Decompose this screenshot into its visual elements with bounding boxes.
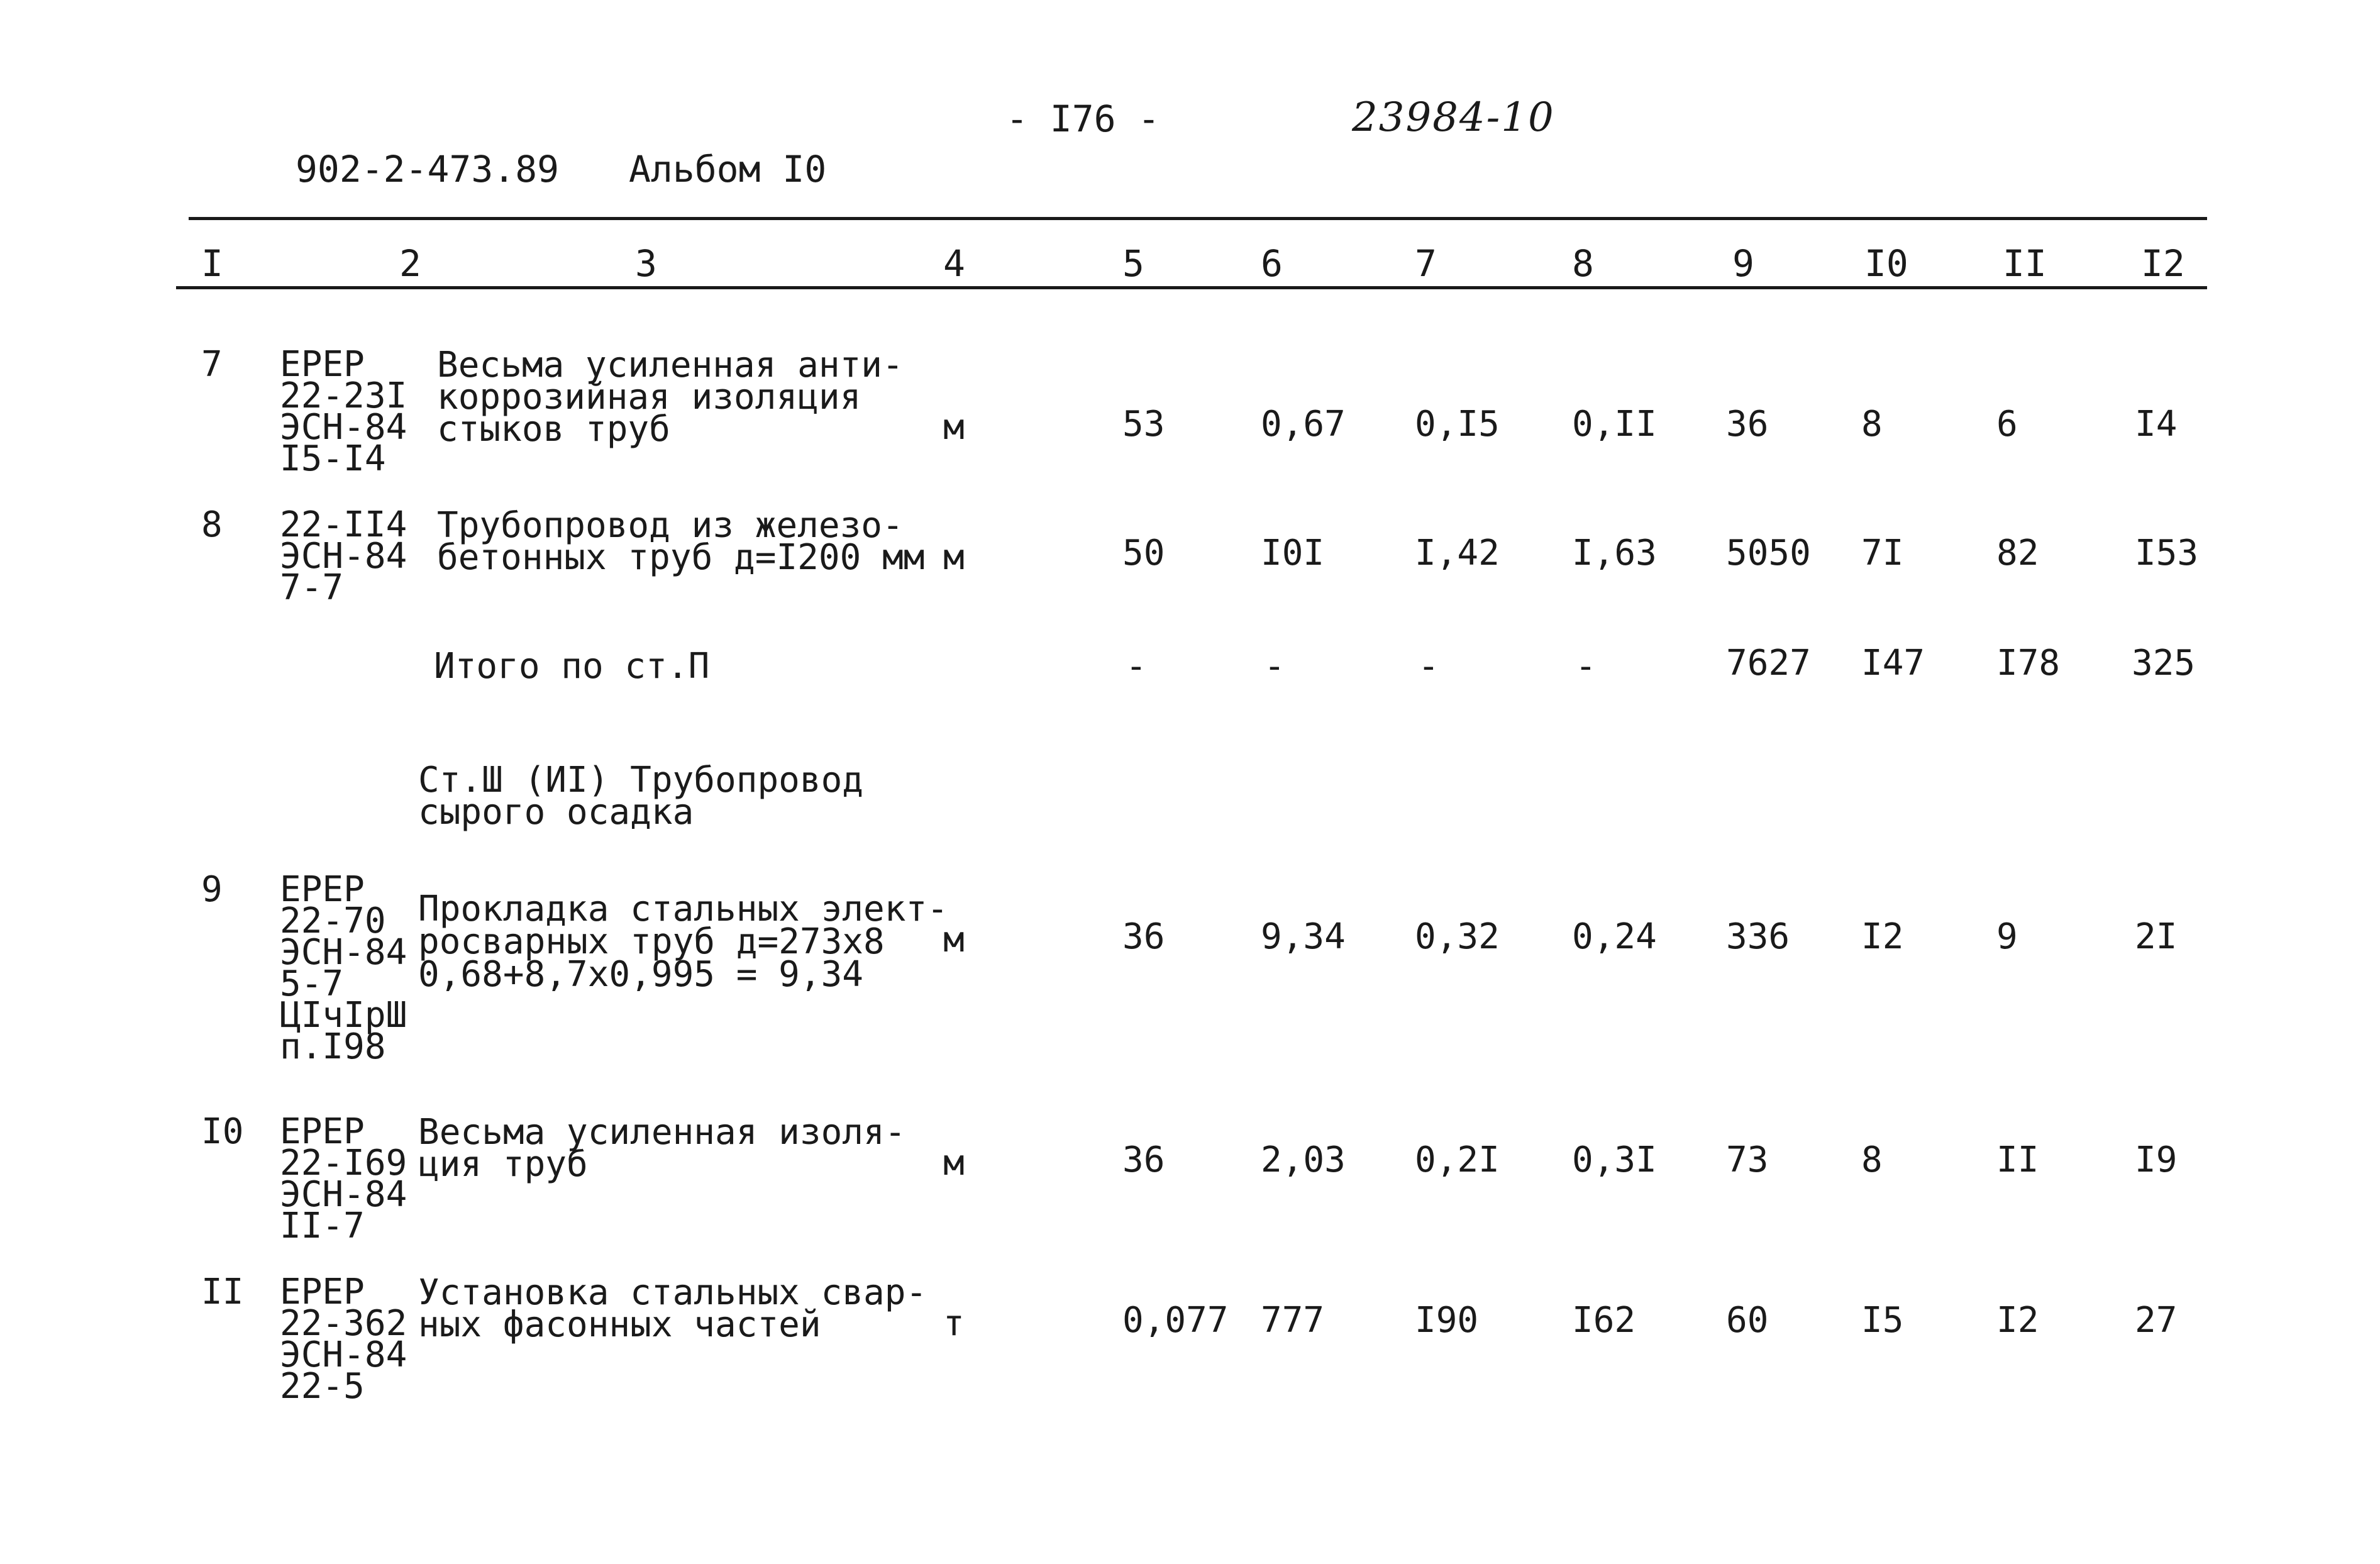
row-col-5: 36	[1122, 1140, 1165, 1180]
row-col-6: -	[1264, 646, 1285, 687]
row-code: ЕРЕР 22-362 ЭСН-84 22-5	[280, 1272, 407, 1407]
row-col-6: I0I	[1261, 533, 1325, 574]
row-col-7: 0,32	[1415, 916, 1500, 957]
row-col-10: I2	[1861, 916, 1904, 957]
row-col-12: I9	[2135, 1140, 2178, 1180]
row-unit: м	[943, 1143, 965, 1184]
row-col-8: 0,3I	[1572, 1140, 1657, 1180]
row-col-8: 0,24	[1572, 916, 1657, 957]
col-header-11: II	[2003, 242, 2047, 285]
row-col-9: 73	[1726, 1140, 1769, 1180]
row-col-6: 777	[1261, 1300, 1325, 1341]
col-header-7: 7	[1415, 242, 1437, 285]
row-col-5: -	[1126, 646, 1147, 687]
row-col-5: 53	[1122, 404, 1165, 445]
row-col-12: 2I	[2135, 916, 2178, 957]
row-number: I0	[201, 1111, 244, 1152]
row-description: Установка стальных свар- ных фасонных частей	[418, 1272, 927, 1345]
row-number: II	[201, 1272, 244, 1312]
row-col-10: 8	[1861, 404, 1883, 445]
row-col-8: -	[1575, 646, 1597, 687]
row-col-5: 50	[1122, 533, 1165, 574]
page-number: - I76 -	[1006, 97, 1160, 140]
col-header-4: 4	[943, 242, 965, 285]
row-col-9: 36	[1726, 404, 1769, 445]
row-col-9: 60	[1726, 1300, 1769, 1341]
row-code: ЕРЕР 22-70 ЭСН-84 5-7 ЦIчIрШ п.I98	[280, 869, 407, 1067]
row-col-12: 27	[2135, 1300, 2178, 1341]
row-col-12: I4	[2135, 404, 2178, 445]
row-number: 7	[201, 344, 223, 385]
row-col-8: I,63	[1572, 533, 1657, 574]
row-number: 8	[201, 504, 223, 545]
row-col-8: I62	[1572, 1300, 1636, 1341]
table-header-bottom-rule	[176, 286, 2207, 289]
row-col-11: I78	[1996, 643, 2061, 684]
row-col-11: I2	[1996, 1300, 2039, 1341]
row-col-7: 0,I5	[1415, 404, 1500, 445]
row-col-5: 36	[1122, 916, 1165, 957]
row-col-7: I90	[1415, 1300, 1479, 1341]
row-col-11: II	[1996, 1140, 2039, 1180]
row-col-9: 5050	[1726, 533, 1811, 574]
row-code: ЕРЕР 22-I69 ЭСН-84 II-7	[280, 1111, 407, 1246]
row-col-8: 0,II	[1572, 404, 1657, 445]
row-col-10: 8	[1861, 1140, 1883, 1180]
row-col-11: 6	[1996, 404, 2018, 445]
row-col-9: 336	[1726, 916, 1790, 957]
row-description: Весьма усиленная изоля- ция труб	[418, 1112, 906, 1185]
row-col-9: 7627	[1726, 643, 1811, 684]
col-header-8: 8	[1572, 242, 1594, 285]
row-number: 9	[201, 869, 223, 910]
row-col-7: -	[1418, 646, 1439, 687]
row-unit: м	[943, 537, 965, 578]
row-col-5: 0,077	[1122, 1300, 1229, 1341]
total-label: Итого по ст.П	[434, 646, 710, 687]
handwritten-number: 23984-10	[1352, 94, 1555, 141]
row-col-10: I5	[1861, 1300, 1904, 1341]
row-col-6: 2,03	[1261, 1140, 1346, 1180]
section-title: Ст.Ш (ИI) Трубопровод сырого осадка	[418, 760, 864, 833]
col-header-9: 9	[1732, 242, 1754, 285]
row-code: 22-II4 ЭСН-84 7-7	[280, 504, 407, 608]
row-col-6: 0,67	[1261, 404, 1346, 445]
row-col-11: 82	[1996, 533, 2039, 574]
row-unit: м	[943, 407, 965, 448]
doc-code: 902-2-473.89	[296, 148, 560, 191]
row-col-10: I47	[1861, 643, 1925, 684]
col-header-6: 6	[1261, 242, 1283, 285]
row-unit: т	[943, 1303, 965, 1344]
col-header-2: 2	[399, 242, 421, 285]
col-header-10: I0	[1864, 242, 1908, 285]
col-header-1: I	[201, 242, 223, 285]
row-col-10: 7I	[1861, 533, 1904, 574]
row-col-12: I53	[2135, 533, 2199, 574]
row-code: ЕРЕР 22-23I ЭСН-84 I5-I4	[280, 344, 407, 479]
album-label: Альбом I0	[629, 148, 827, 191]
row-description: Весьма усиленная анти- коррозийная изоляция стыков труб	[437, 345, 904, 450]
row-col-7: 0,2I	[1415, 1140, 1500, 1180]
col-header-3: 3	[635, 242, 657, 285]
col-header-12: I2	[2141, 242, 2185, 285]
row-unit: м	[943, 919, 965, 960]
row-col-6: 9,34	[1261, 916, 1346, 957]
row-col-12: 325	[2132, 643, 2196, 684]
row-col-7: I,42	[1415, 533, 1500, 574]
row-description: Трубопровод из железо- бетонных труб д=I200 мм	[437, 505, 925, 578]
col-header-5: 5	[1122, 242, 1144, 285]
row-description: Прокладка стальных элект- росварных труб д=273х8 0,68+8,7х0,995 = 9,34	[418, 889, 948, 995]
row-col-11: 9	[1996, 916, 2018, 957]
table-top-rule	[189, 217, 2207, 220]
